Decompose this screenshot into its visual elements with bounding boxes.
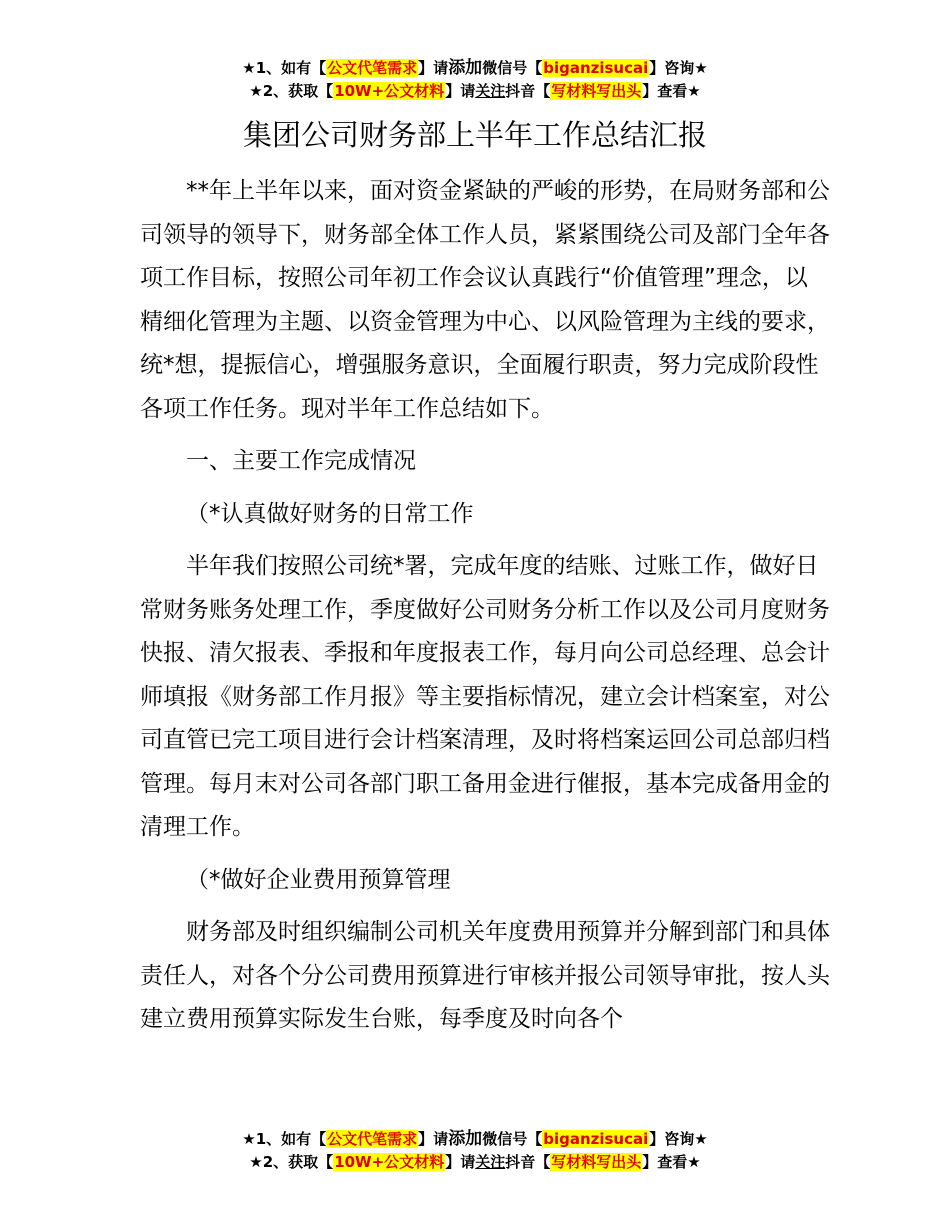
highlight-ghostwriting: 公文代笔需求: [327, 59, 418, 77]
promo-text: 】请: [418, 59, 449, 77]
promo-line-1: [0, 1128, 950, 1151]
promo-line-2: [0, 1151, 950, 1174]
promo-follow-text: 关注: [475, 82, 506, 100]
promo-line-1: [0, 57, 950, 80]
promo-line-2: [0, 80, 950, 103]
promo-banner-top: [0, 57, 950, 103]
promo-text: 微信号【: [482, 1130, 543, 1148]
highlight-materials: 10W+公文材料: [334, 82, 445, 100]
promo-follow-text: 关注: [475, 1153, 506, 1171]
intro-paragraph: **年上半年以来，面对资金紧缺的严峻的形势，在局财务部和公司领导的领导下，财务部全体工作人员，紧紧围绕公司及部门全年各项工作目标，按照公司年初工作会议认真践行“价值管理”理念，以精细化管理为主题、以资金管理为中心、以风险管理为主线的要求，统*想，提振信心，增强服务意识，全面履行职责，努力完成阶段性各项工作任务。现对半年工作总结如下。: [140, 178, 830, 422]
highlight-wechat-id: biganzisucai: [543, 1130, 649, 1148]
promo-text: ★2、获取【: [249, 1153, 334, 1171]
promo-add-text: 添加: [448, 1129, 483, 1149]
subsection-heading: （*认真做好财务的日常工作: [186, 500, 474, 527]
highlight-douyin: 写材料写出头: [551, 1153, 642, 1171]
subsection-paragraph: 半年我们按照公司统*署，完成年度的结账、过账工作，做好日常财务账务处理工作，季度做好公司财务分析工作以及公司月度财务快报、清欠报表、季报和年度报表工作，每月向公司总经理、总会计师填报《财务部工作月报》等主要指标情况，建立会计档案室，对公司直管已完工项目进行会计档案清理，及时将档案运回公司总部归档管理。每月末对公司各部门职工备用金进行催报，基本完成备用金的清理工作。: [140, 553, 830, 840]
promo-text: 】请: [445, 82, 476, 100]
promo-text: 】咨询★: [649, 1130, 708, 1148]
promo-text: 】咨询★: [649, 59, 708, 77]
promo-text: 】查看★: [642, 1153, 701, 1171]
promo-text: 】请: [418, 1130, 449, 1148]
promo-add-text: 添加: [448, 58, 483, 78]
promo-text: ★2、获取【: [249, 82, 334, 100]
highlight-ghostwriting: 公文代笔需求: [327, 1130, 418, 1148]
highlight-materials: 10W+公文材料: [334, 1153, 445, 1171]
promo-text: 】查看★: [642, 82, 701, 100]
highlight-wechat-id: biganzisucai: [543, 59, 649, 77]
promo-text: 微信号【: [482, 59, 543, 77]
promo-banner-bottom: [0, 1128, 950, 1174]
promo-text: 】请: [445, 1153, 476, 1171]
document-title: 集团公司财务部上半年工作总结汇报: [242, 118, 707, 152]
promo-text: 抖音【: [505, 82, 551, 100]
section-heading: 一、主要工作完成情况: [186, 448, 416, 474]
subsection-heading: （*做好企业费用预算管理: [186, 866, 451, 893]
subsection-paragraph: 财务部及时组织编制公司机关年度费用预算并分解到部门和具体责任人，对各个分公司费用预算进行审核并报公司领导审批，按人头建立费用预算实际发生台账，每季度及时向各个: [140, 919, 830, 1032]
highlight-douyin: 写材料写出头: [551, 82, 642, 100]
promo-text: 抖音【: [505, 1153, 551, 1171]
promo-text: ★1、如有【: [242, 1130, 327, 1148]
document-body: [140, 170, 830, 1042]
promo-text: ★1、如有【: [242, 59, 327, 77]
